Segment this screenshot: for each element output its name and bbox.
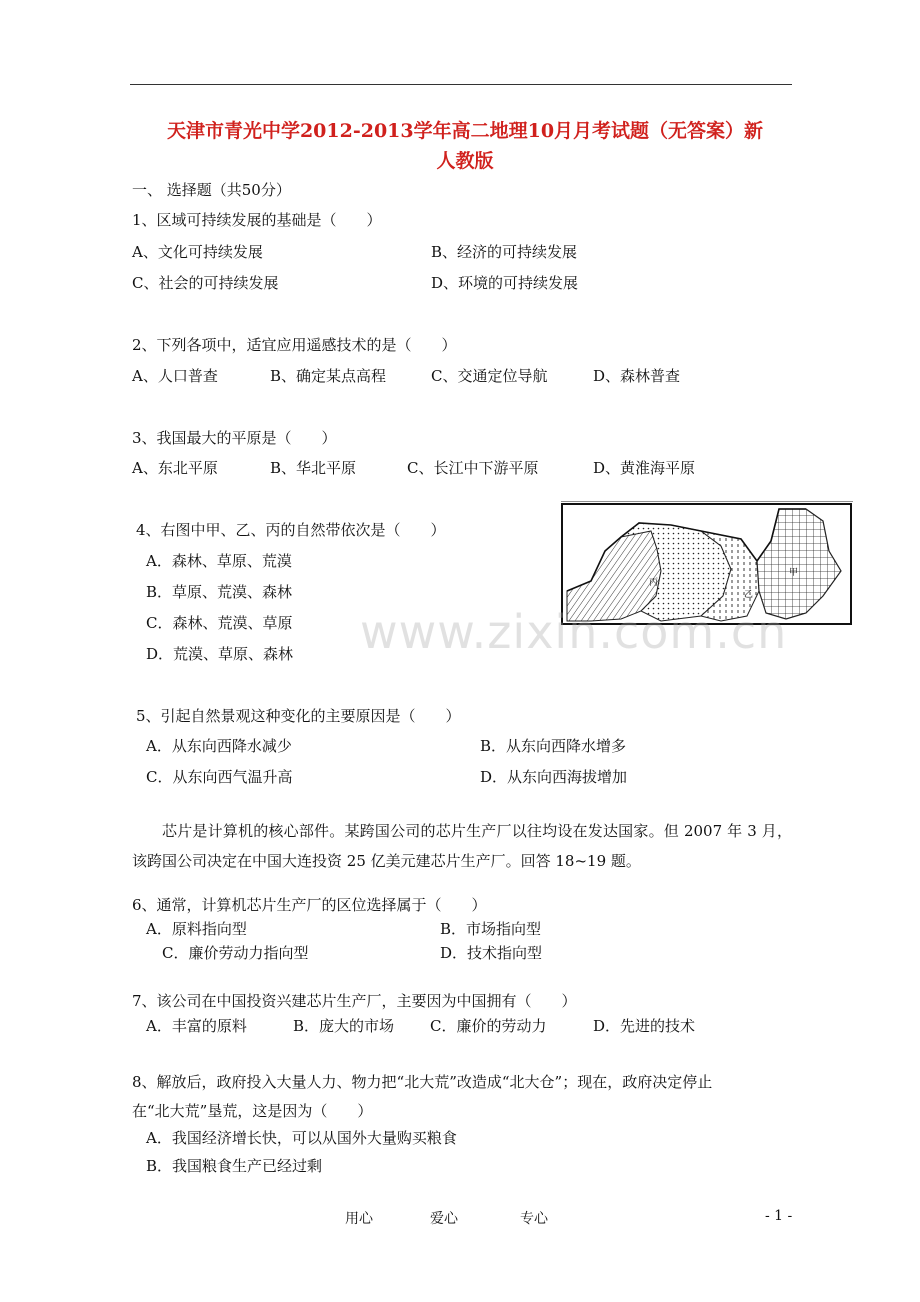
footer-right: 专心 xyxy=(520,1211,548,1227)
q7-option-c: C．廉价的劳动力 xyxy=(430,1017,547,1035)
q5-option-d: D．从东向西海拔增加 xyxy=(480,768,628,786)
q3-option-a: A、东北平原 xyxy=(132,459,218,477)
footer-middle: 爱心 xyxy=(430,1211,458,1227)
section-heading: 一、 选择题（共50分） xyxy=(132,181,291,199)
q6-option-d: D．技术指向型 xyxy=(440,944,543,962)
q8-option-b: B．我国粮食生产已经过剩 xyxy=(146,1157,323,1175)
question-8-stem-line2: 在“北大荒”垦荒，这是因为（ ） xyxy=(132,1102,373,1120)
q6-option-b: B．市场指向型 xyxy=(440,920,542,938)
page-number: - 1 - xyxy=(765,1208,793,1224)
q2-option-a: A、人口普查 xyxy=(132,367,218,385)
q3-option-b: B、华北平原 xyxy=(270,459,357,477)
question-3-stem: 3、我国最大的平原是（ ） xyxy=(132,429,337,447)
q7-option-b: B．庞大的市场 xyxy=(293,1017,395,1035)
q8-option-a: A．我国经济增长快，可以从国外大量购买粮食 xyxy=(146,1129,457,1147)
q4-option-d: D．荒漠、草原、森林 xyxy=(146,645,294,663)
reading-passage: 芯片是计算机的核心部件。某跨国公司的芯片生产厂以往均设在发达国家。但 2007 年 3 月，该跨国公司决定在中国大连投资 25 亿美元建芯片生产厂。回答 18~19 题。 xyxy=(132,822,792,870)
q6-option-c: C．廉价劳动力指向型 xyxy=(162,944,309,962)
question-2-stem: 2、下列各项中，适宜应用遥感技术的是（ ） xyxy=(132,336,457,354)
q4-option-b: B．草原、荒漠、森林 xyxy=(146,583,293,601)
q5-option-a: A．从东向西降水减少 xyxy=(146,737,292,755)
question-8-stem: 8、解放后，政府投入大量人力、物力把“北大荒”改造成“北大仓”；现在，政府决定停止 xyxy=(132,1073,713,1091)
q5-option-c: C．从东向西气温升高 xyxy=(146,768,293,786)
q2-option-d: D、森林普查 xyxy=(593,367,681,385)
question-7-stem: 7、该公司在中国投资兴建芯片生产厂，主要因为中国拥有（ ） xyxy=(132,992,577,1010)
q2-option-b: B、确定某点高程 xyxy=(270,367,387,385)
question-5-stem: 5、引起自然景观这种变化的主要原因是（ ） xyxy=(136,707,461,725)
page-title: 天津市青光中学2012-2013学年高二地理10月月考试题（无答案）新 xyxy=(166,120,764,142)
q3-option-c: C、长江中下游平原 xyxy=(407,459,539,477)
q1-option-d: D、环境的可持续发展 xyxy=(431,274,579,292)
q1-option-c: C、社会的可持续发展 xyxy=(132,274,279,292)
q5-option-b: B．从东向西降水增多 xyxy=(480,737,627,755)
q1-option-a: A、文化可持续发展 xyxy=(132,243,263,261)
q4-option-c: C．森林、荒漠、草原 xyxy=(146,614,293,632)
header-rule xyxy=(130,84,792,85)
page-title-line2: 人教版 xyxy=(436,150,494,172)
map-label-jia: 甲 xyxy=(789,568,799,578)
watermark: www.zixin.com.cn xyxy=(360,605,788,659)
q3-option-d: D、黄淮海平原 xyxy=(593,459,696,477)
footer-left: 用心 xyxy=(345,1211,373,1227)
q4-option-a: A．森林、草原、荒漠 xyxy=(146,552,292,570)
q1-option-b: B、经济的可持续发展 xyxy=(431,243,578,261)
q7-option-d: D．先进的技术 xyxy=(593,1017,696,1035)
map-label-yi: 乙 xyxy=(744,590,754,600)
question-6-stem: 6、通常，计算机芯片生产厂的区位选择属于（ ） xyxy=(132,896,487,914)
question-4-stem: 4、右图中甲、乙、丙的自然带依次是（ ） xyxy=(136,521,446,539)
question-1-stem: 1、区域可持续发展的基础是（ ） xyxy=(132,211,382,229)
q6-option-a: A．原料指向型 xyxy=(146,920,247,938)
q2-option-c: C、交通定位导航 xyxy=(431,367,548,385)
q7-option-a: A．丰富的原料 xyxy=(146,1017,247,1035)
map-label-bing: 丙 xyxy=(649,578,659,588)
